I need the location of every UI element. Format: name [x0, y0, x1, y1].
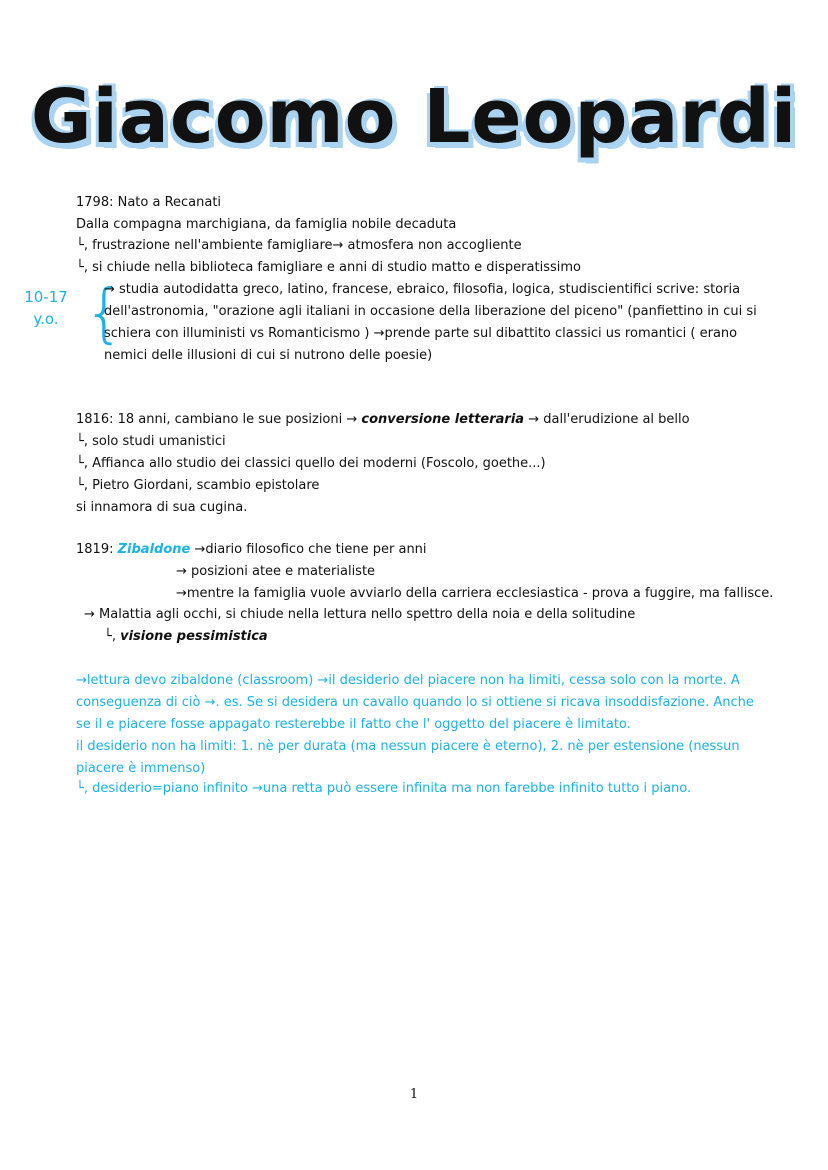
text-line: [76, 410, 690, 430]
text-line: 1798: Nato a Recanati: [76, 195, 222, 210]
text-line: └, si chiude nella biblioteca famigliare e anni di studio matto e disperatissimo: [76, 260, 581, 275]
brace-mark: {: [84, 277, 125, 351]
page-number: 1: [409, 1087, 419, 1102]
text-line: → posizioni atee e materialiste: [176, 564, 376, 579]
text-line: └, solo studi umanistici: [76, 434, 226, 449]
title-area: [0, 62, 828, 172]
text-line: └, frustrazione nell'ambiente famigliare→ atmosfera non accogliente: [76, 238, 522, 253]
text-fragment: 1816: 18 anni, cambiano le sue posizioni →: [76, 412, 358, 427]
text-line: └, Pietro Giordani, scambio epistolare: [76, 478, 320, 493]
highlight-zibaldone: Zibaldone: [117, 542, 191, 557]
margin-note-unit: y.o.: [33, 310, 59, 328]
note-line: └, desiderio=piano infinito →una retta può essere infinita ma non farebbe infinito tutto i piano.: [76, 781, 692, 796]
note-paragraph: il desiderio non ha limiti: 1. nè per durata (ma nessun piacere è eterno), 2. nè per estensione (nessun piacere è immenso): [76, 739, 740, 776]
text-line: → Malattia agli occhi, si chiude nella lettura nello spettro della noia e della solitudine: [84, 607, 636, 622]
text-line: [76, 540, 427, 560]
text-paragraph: → studia autodidatta greco, latino, francese, ebraico, filosofia, logica, studiscientifici scrive: storia dell'astronomia, "orazione agli italiani in occasione della liberazione del piceno" (panfiettino in cui si schiera con illuministi vs Romanticismo ) →prende parte sul dibattito classici us romantici ( erano nemici delle illusioni di cui si nutrono delle poesie): [104, 282, 757, 363]
text-fragment: → dall'erudizione al bello: [528, 412, 690, 427]
text-fragment: 1819:: [76, 542, 114, 557]
highlight-conversion: conversione letteraria: [361, 412, 525, 427]
margin-note: [16, 286, 76, 330]
margin-note-age: 10-17: [24, 288, 68, 306]
text-line: [104, 627, 268, 647]
text-line: Dalla compagna marchigiana, da famiglia nobile decaduta: [76, 217, 457, 232]
text-fragment: →diario filosofico che tiene per anni: [194, 542, 427, 557]
text-line: └, Affianca allo studio dei classici quello dei moderni (Foscolo, goethe...): [76, 456, 546, 471]
highlight-pessimism: visione pessimistica: [120, 629, 268, 644]
text-line: →mentre la famiglia vuole avviarlo della carriera ecclesiastica - prova a fuggire, ma fallisce.: [176, 586, 774, 601]
text-line: si innamora di sua cugina.: [76, 500, 248, 515]
page-title: Giacomo Leopardi: [30, 74, 798, 160]
text-fragment: └,: [104, 629, 116, 644]
note-paragraph: →lettura devo zibaldone (classroom) →il desiderio del piacere non ha limiti, cessa solo con la morte. A conseguenza di ciò →. es. Se si desidera un cavallo quando lo si ottiene si ricava insoddisfazione. Anche se il e piacere fosse appagato resterebbe il fatto che l' oggetto del piacere è limitato.: [76, 673, 754, 732]
